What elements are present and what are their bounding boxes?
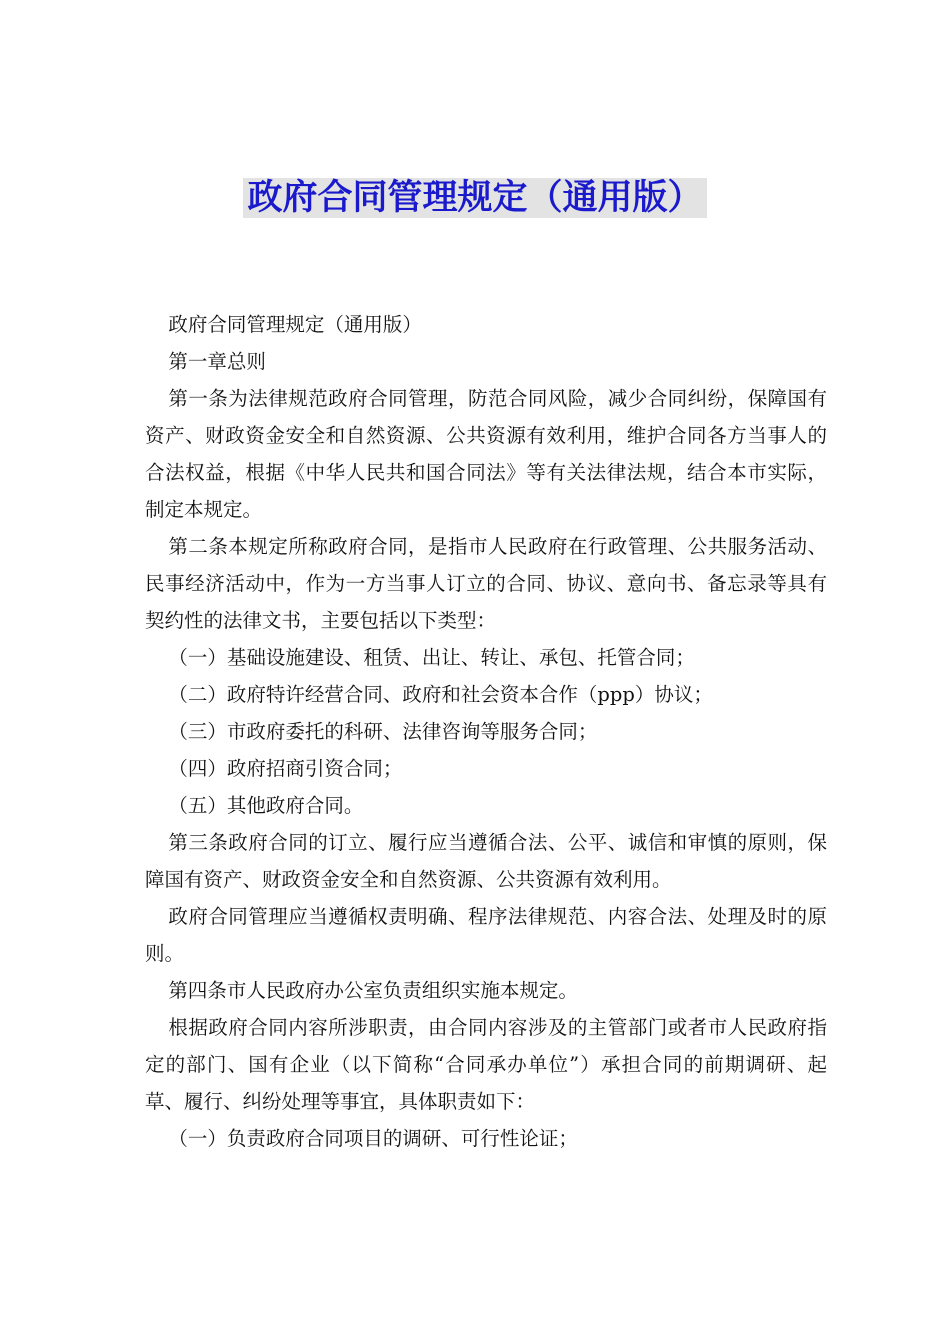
paragraph-article-3: 第三条政府合同的订立、履行应当遵循合法、公平、诚信和审慎的原则，保障国有资产、财政资金安全和自然资源、公共资源有效利用。 xyxy=(145,831,827,891)
paragraph-list-item-3: （三）市政府委托的科研、法律咨询等服务合同； xyxy=(168,720,598,743)
paragraph-responsibilities: 根据政府合同内容所涉职责，由合同内容涉及的主管部门或者市人民政府指定的部门、国有企业（以下简称“合同承办单位”）承担合同的前期调研、起草、履行、纠纷处理等事宜，具体职责如下： xyxy=(145,1016,827,1113)
paragraph-principles: 政府合同管理应当遵循权责明确、程序法律规范、内容合法、处理及时的原则。 xyxy=(145,905,827,965)
document-title: 政府合同管理规定（通用版） xyxy=(243,178,706,218)
paragraph-duty-item-1: （一）负责政府合同项目的调研、可行性论证； xyxy=(168,1127,578,1150)
paragraph-list-item-4: （四）政府招商引资合同； xyxy=(168,757,403,780)
paragraph-article-1: 第一条为法律规范政府合同管理，防范合同风险，减少合同纠纷，保障国有资产、财政资金安全和自然资源、公共资源有效利用，维护合同各方当事人的合法权益，根据《中华人民共和国合同法》等有关法律法规，结合本市实际，制定本规定。 xyxy=(145,387,827,521)
document-body xyxy=(145,306,827,1157)
paragraph-list-item-5: （五）其他政府合同。 xyxy=(168,794,364,817)
paragraph-list-item-2: （二）政府特许经营合同、政府和社会资本合作（ppp）协议； xyxy=(168,683,713,706)
paragraph-list-item-1: （一）基础设施建设、租赁、出让、转让、承包、托管合同； xyxy=(168,646,695,669)
paragraph-article-4: 第四条市人民政府办公室负责组织实施本规定。 xyxy=(168,979,578,1002)
paragraph-subtitle: 政府合同管理规定（通用版） xyxy=(168,313,422,336)
paragraph-chapter-heading: 第一章总则 xyxy=(168,350,266,373)
title-container xyxy=(0,178,950,218)
paragraph-article-2: 第二条本规定所称政府合同，是指市人民政府在行政管理、公共服务活动、民事经济活动中，作为一方当事人订立的合同、协议、意向书、备忘录等具有契约性的法律文书，主要包括以下类型： xyxy=(145,535,827,632)
